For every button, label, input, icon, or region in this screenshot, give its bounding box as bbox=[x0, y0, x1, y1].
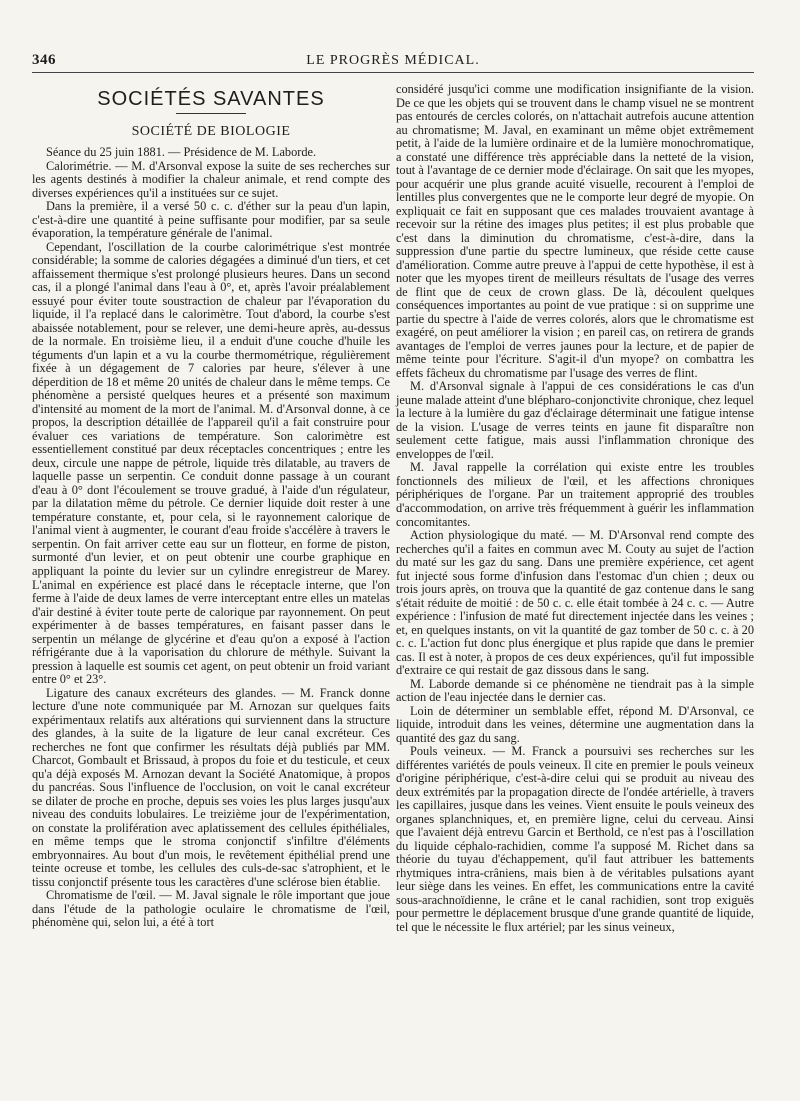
left-column bbox=[32, 83, 390, 930]
paragraph-chromatisme: Chromatisme de l'œil. — M. Javal signale le rôle important que joue dans l'étude de la pathologie oculaire le chromatisme de l'œil, phénomène qui, selon lui, a été à tort bbox=[32, 888, 390, 930]
paragraph-pouls-veineux: Pouls veineux. — M. Franck a poursuivi ses recherches sur les différentes variétés de pouls veineux. Il cite en premier le pouls veineux d'origine périphérique, c'est-à-dire celui qui se produit au niveau des deux extrémités par la propagation directe de l'ondée artérielle, à travers les capillaires, jusque dans les veines. Vient ensuite le pouls veineux des organes splanchniques, et, en première ligne, celui du cerveau. Ainsi que l'avaient déjà entrevu Garcin et Berthold, ce n'est pas à l'oscillation du liquide céphalo-rachidien, comme l'a supposé M. Richet dans sa théorie du tuyau d'échappement, qu'il faut attribuer les battements rhytmiques intra-crâniens, mais bien à de véritables pulsations ayant leur siège dans les veines. En effet, les communications entre la cavité sous-arachnoïdienne, le crâne et le canal rachidien, sont trop exiguës pour permettre le déplacement brusque d'une grande quantité de liquide, tel que le nécessite le flux artériel; par les sinus veineux, bbox=[396, 744, 754, 934]
paragraph: Loin de déterminer un semblable effet, répond M. D'Arsonval, ce liquide, introduit dans les veines, détermine une augmentation dans la quantité des gaz du sang. bbox=[396, 703, 754, 745]
right-column bbox=[396, 83, 754, 934]
section-title: SOCIÉTÉS SAVANTES bbox=[97, 88, 325, 110]
running-title: LE PROGRÈS MÉDICAL. bbox=[306, 53, 480, 68]
paragraph: Dans la première, il a versé 50 c. c. d'éther sur la peau d'un lapin, c'est-à-dire une quantité à peine suffisante pour modifier, par sa seule évaporation, la température générale de l'animal. bbox=[32, 199, 390, 241]
session-line: Séance du 25 juin 1881. — Présidence de M. Laborde. bbox=[46, 145, 317, 159]
paragraph-continued: considéré jusqu'ici comme une modification insignifiante de la vision. De ce que les objets qui se trouvent dans le champ visuel ne se montrent pas entourés de cercles colorés, on n'attachait autrefois aucune attention au chromatisme; M. Javal, en examinant un même objet extrêmement petit, à l'aide de la lumière ordinaire et de la lumière monochromatique, a constaté une différence très appréciable dans la netteté de la vision, tout à l'avantage de ce dernier mode d'éclairage. On sait que les myopes, pour acquérir une plus grande acuité visuelle, recourent à l'emploi de lentilles plus convergentes que ne le comporte leur degré de myopie. On expliquait ce fait en supposant que ces malades trouvaient avantage à recevoir sur la rétine des images plus petites; il est plus probable que c'est dans la diminution du chromatisme, c'est-à-dire, dans la suppression d'une partie du spectre lumineux, que réside cette cause d'amélioration. Comme autre preuve à l'appui de cette hypothèse, il est à noter que les myopes tirent de meilleurs résultats de l'usage des verres de flint que de ceux de crown glass. De là, découlent quelques conséquences importantes au point de vue pratique : si on supprime une partie du spectre à l'aide de verres colorés, alors que le chromatisme est exagéré, on peut améliorer la vision ; en pareil cas, on retirera de grands avantages de l'emploi de verres jaunes pour la lecture, et de papier de même teinte pour l'écriture. S'agit-il d'un myope? on combattra les effets fâcheux du chromatisme par l'usage des verres de flint. bbox=[396, 82, 754, 380]
title-rule bbox=[176, 113, 246, 114]
page-number: 346 bbox=[32, 52, 56, 68]
society-title: SOCIÉTÉ DE BIOLOGIE bbox=[131, 124, 291, 139]
paragraph-calorimetrie: Calorimétrie. — M. d'Arsonval expose la suite de ses recherches sur les agents destinés à modifier la chaleur animale, et rend compte des diverses expériences qu'il a instituées sur ce sujet. bbox=[32, 158, 390, 200]
paragraph: M. Javal rappelle la corrélation qui existe entre les troubles fonctionnels des milieux de l'œil, et les affections chroniques périphériques de l'organe. Par un traitement approprié des troubles d'accommodation, on arrive très fréquemment à guérir les inflammation concomitantes. bbox=[396, 460, 754, 529]
paragraph-mate: Action physiologique du maté. — M. D'Arsonval rend compte des recherches qu'il a faites en commun avec M. Couty au sujet de l'action du maté sur les gaz du sang. Dans une première expérience, cet agent fut injecté sous forme d'infusion dans l'estomac d'un chien ; deux ou trois jours après, on trouva que la quantité de gaz contenue dans le sang s'était réduite de moitié : de 50 c. c. elle était tombée à 24 c. c. — Autre expérience : l'infusion de maté fut directement injectée dans les veines ; et, en quelques instants, on vit la quantité de gaz tomber de 50 c. c. à 20 c. c. L'action fut donc plus énergique et plus rapide que dans le premier cas. Il est à noter, à propos de ces deux expériences, qu'il fut impossible d'extraire ce qui restait de gaz dissous dans le sang. bbox=[396, 528, 754, 678]
page-header bbox=[32, 50, 754, 73]
paragraph: M. Laborde demande si ce phénomène ne tiendrait pas à la simple action de l'eau injectée dans le dernier cas. bbox=[396, 676, 754, 705]
paragraph-ligature: Ligature des canaux excréteurs des glandes. — M. Franck donne lecture d'une note communiquée par M. Arnozan sur quelques faits expérimentaux relatifs aux altérations qui surviennent dans la structure des glandes, à la suite de la ligature de leur canal excréteur. Ces recherches ne font que confirmer les résultats déjà publiés par MM. Charcot, Gombault et Brissaud, à propos du foie et du testicule, et ceux qu'a déjà exposés M. Arnozan devant la Société Anatomique, à propos du pancréas. Sous l'influence de l'occlusion, on voit le canal excréteur se dilater de proche en proche, depuis ses voies les plus larges jusqu'aux niveau des conduits lobulaires. Le treizième jour de l'expérimentation, on constate la prolifération avec aplatissement des cellules épithéliales, en même temps que le stroma conjonctif s'infiltre d'éléments embryonnaires. Au bout d'un mois, le revêtement épithélial prend une teinte ocreuse et tombe, les cellules des culs-de-sac s'atrophient, et le tissu conjonctif présente tous les caractères d'une sclérose bien établie. bbox=[32, 685, 390, 889]
paragraph: M. d'Arsonval signale à l'appui de ces considérations le cas d'un jeune malade atteint d'une blépharo-conjonctivite chronique, chez lequel la lecture à la lumière du gaz d'éclairage déterminait une fatigue intense de la vision. L'usage de verres teints en jaune fit disparaître non seulement cette fatigue, mais aussi l'inflammation chronique des enveloppes de l'œil. bbox=[396, 379, 754, 461]
paragraph: Cependant, l'oscillation de la courbe calorimétrique s'est montrée considérable; la somme de calories dégagées a diminué d'un tiers, et cet affaissement thermique s'est prolongé plusieurs heures. Dans un second cas, il a plongé l'animal dans l'eau à 0°, et, après l'avoir préalablement essuyé pour éviter toute soustraction de chaleur par l'évaporation du liquide, il l'a replacé dans le calorimètre. Tout d'abord, la courbe s'est abaissée notablement, pour se relever, une demi-heure après, au-dessus de la normale. En troisième lieu, il a enduit d'une couche d'huile les téguments d'un lapin et a vu la courbe thermométrique, régulièrement fixée à un dégagement de 7 calories par heure, s'élever à une déperdition de 18 et même 20 unités de chaleur dans le même temps. Ce phénomène a persisté quelques heures et a présenté son maximum d'intensité au moment de la mort de l'animal. M. d'Arsonval donne, à ce propos, la description détaillée de l'appareil qu'il a fait construire pour évaluer ces variations de température. Son calorimètre est essentiellement constitué par deux réceptacles concentriques ; entre les deux, circule une nappe de pétrole, liquide très dilatable, au travers de laquelle passe un serpentin. Ce conduit donne passage à un courant d'eau à 0° dont l'écoulement se trouve gradué, à l'aide d'un régulateur, par la dilatation même du pétrole. Ce dernier liquide doit rester à une température constante, et, pour cela, si le rayonnement calorique de l'animal vient à augmenter, le courant d'eau froide s'accélère à travers le serpentin. On fait arriver cette eau sur un flotteur, en forme de piston, surmonté d'un levier, et on peut obtenir une courbe graphique en appliquant la pointe du levier sur un cylindre enregistreur de Marey. L'animal en expérience est placé dans le réceptacle interne, que l'on ferme à l'aide de deux lames de verre interceptant entre elles un matelas d'air destiné à éviter toute perte de calorique par rayonnement. On peut expérimenter à de basses températures, en faisant passer dans le serpentin un mélange de glycérine et d'eau qu'on a exposé à l'action réfrigérante due à la vaporisation du chlorure de méthyle. Suivant la pression à laquelle est soumis cet agent, on peut obtenir un froid variant entre 0° et 23°. bbox=[32, 239, 390, 687]
